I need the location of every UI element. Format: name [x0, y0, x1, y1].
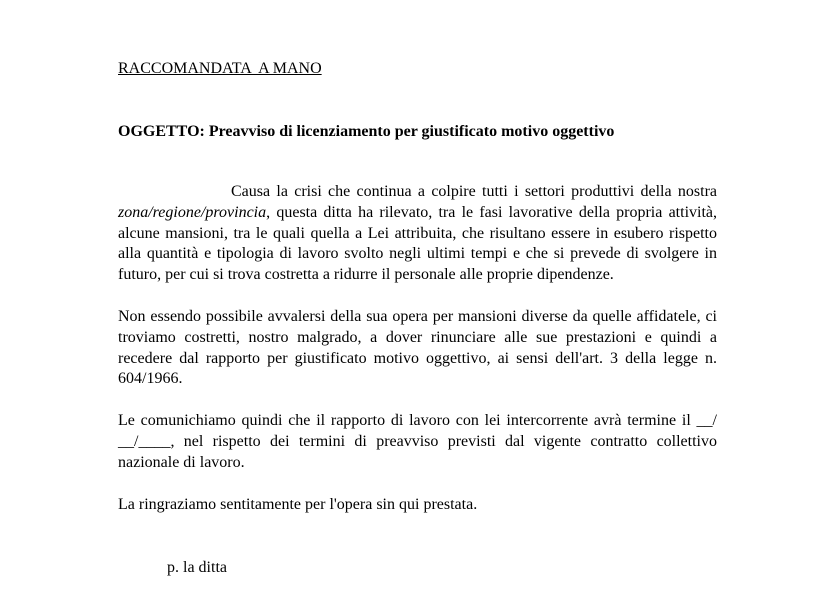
- paragraph-end-date: Le comunichiamo quindi che il rapporto di lavoro con lei intercorrente avrà termine il __/ __/____, nel rispetto dei termini di preavviso previsti dal vigente contratto collettivo nazionale di lavoro.: [118, 412, 717, 471]
- signature-line: p. la ditta: [167, 559, 227, 576]
- letter-subject: OGGETTO: Preavviso di licenziamento per giustificato motivo oggettivo: [118, 123, 615, 140]
- paragraph-crisis-part1: Causa la crisi che continua a colpire tutti i settori produttivi della nostra: [231, 183, 717, 200]
- paragraph-crisis-part2: , questa ditta ha rilevato, tra le fasi lavorative della propria attività, alcune mansioni, tra le quali quella a Lei attribuita, che risultano essere in esubero rispetto alla quantità e tipologia di lavoro svolto negli ultimi tempi e che si prevede di svolgere in futuro, per cui si trova costretta a ridurre il personale alle proprie dipendenze.: [118, 203, 717, 284]
- paragraph-crisis: [118, 182, 717, 286]
- paragraph-thanks: La ringraziamo sentitamente per l'opera sin qui prestata.: [118, 496, 478, 513]
- paragraph-dismissal: Non essendo possibile avvalersi della sua opera per mansioni diverse da quelle affidatele, ci troviamo costretti, nostro malgrado, a dover rinunciare alle sue prestazioni e quindi a recedere dal rapporto per giustificato motivo oggettivo, ai sensi dell'art. 3 della legge n. 604/1966.: [118, 308, 717, 388]
- letter-heading: RACCOMANDATA A MANO: [118, 60, 322, 77]
- paragraph-crisis-placeholder: zona/regione/provincia: [118, 203, 267, 221]
